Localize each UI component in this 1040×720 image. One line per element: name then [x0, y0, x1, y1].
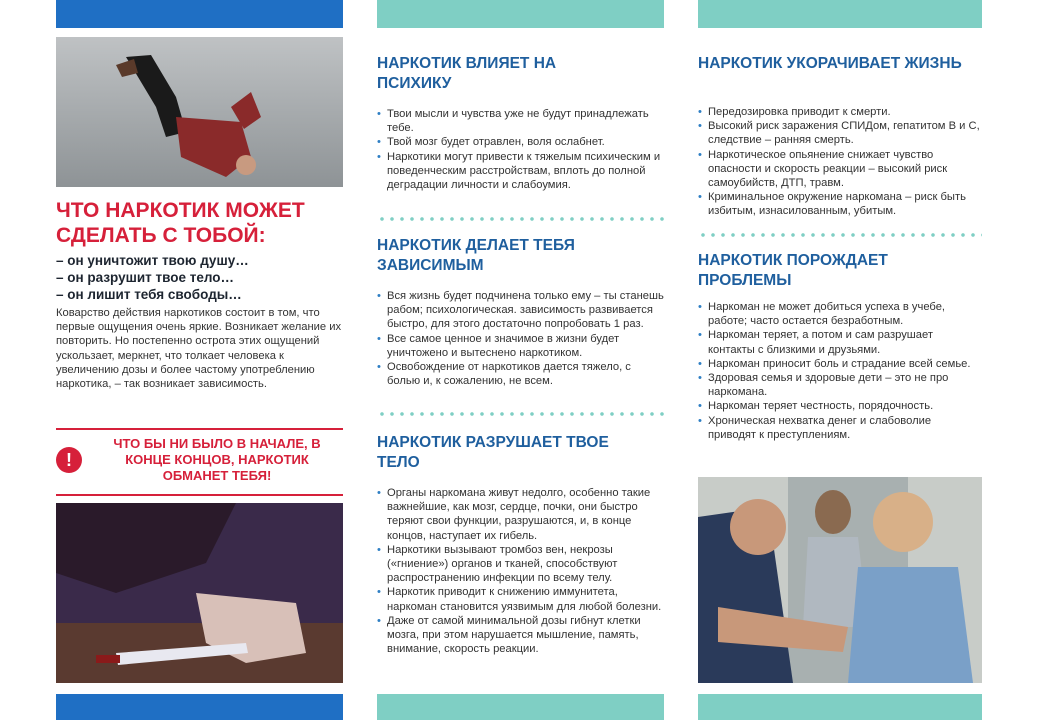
psyche-list — [377, 107, 664, 192]
dependence-list — [377, 289, 664, 388]
warning-rule-top — [56, 428, 343, 430]
list-item: • Криминальное окружение наркомана – риск быть избитым, изнасилованным, убитым. — [698, 190, 982, 218]
list-item: • Наркоман теряет честность, порядочность. — [698, 399, 982, 413]
dash-list — [56, 252, 356, 303]
list-item: • Даже от самой минимальной дозы гибнут клетки мозга, при этом нарушается мышление, память, внимание, скорость реакции. — [377, 614, 664, 657]
list-item: • Наркоман приносит боль и страдание всей семье. — [698, 357, 982, 371]
bottom-bar-left — [56, 694, 343, 720]
body-list — [377, 486, 664, 656]
family-conversation-photo — [698, 477, 982, 683]
list-item: • Наркотики могут привести к тяжелым психическим и поведенческим расстройствам, вплоть до полной деградации личности и слабоумия. — [377, 150, 664, 193]
life-list — [698, 105, 982, 219]
warning-rule-bottom — [56, 494, 343, 496]
falling-man-photo — [56, 37, 343, 187]
bottom-bar-middle — [377, 694, 664, 720]
dotted-divider — [377, 217, 664, 221]
dash-item: – он лишит тебя свободы… — [56, 287, 242, 302]
intro-paragraph: Коварство действия наркотиков состоит в том, что первые ощущения очень яркие. Возникает желание их повторить. Но постепенно острота этих ощущений ускользает, меркнет, что толкает человека к увеличению дозы и более частому употреблению наркотика, – так возникает зависимость. — [56, 307, 342, 391]
list-item: • Здоровая семья и здоровые дети – это не про наркомана. — [698, 371, 982, 399]
top-bar-left — [56, 0, 343, 28]
list-item: • Хроническая нехватка денег и слабоволие приводят к преступлениям. — [698, 414, 982, 442]
syringe-photo — [56, 503, 343, 683]
main-title: ЧТО НАРКОТИК МОЖЕТ СДЕЛАТЬ С ТОБОЙ: — [56, 199, 305, 247]
problems-list — [698, 300, 982, 442]
top-bar-right — [698, 0, 982, 28]
list-item: • Высокий риск заражения СПИДом, гепатитом В и С, следствие – ранняя смерть. — [698, 119, 982, 147]
section-title-problems: НАРКОТИК ПОРОЖДАЕТ ПРОБЛЕМЫ — [698, 252, 888, 289]
list-item: • Твои мысли и чувства уже не будут принадлежать тебе. — [377, 107, 664, 135]
list-item: • Вся жизнь будет подчинена только ему – ты станешь рабом; психологическая. зависимость развивается быстро, для этого достаточно попробовать 1 раз. — [377, 289, 664, 332]
list-item: • Наркотики вызывают тромбоз вен, некрозы («гниение») органов и тканей, способствуют распространению инфекции по всему телу. — [377, 543, 664, 586]
list-item: • Наркотическое опьянение снижает чувство опасности и скорость реакции – высокий риск самоубийств, ДТП, травм. — [698, 148, 982, 191]
bottom-bar-right — [698, 694, 982, 720]
list-item: • Наркотик приводит к снижению иммунитета, наркоман становится уязвимым для любой болезни. — [377, 585, 664, 613]
dotted-divider — [377, 412, 664, 416]
warning-text: ЧТО БЫ НИ БЫЛО В НАЧАЛЕ, В КОНЦЕ КОНЦОВ, НАРКОТИК ОБМАНЕТ ТЕБЯ! — [113, 436, 321, 483]
list-item: • Наркоман не может добиться успеха в учебе, работе; часто остается безработным. — [698, 300, 982, 328]
section-title-life: НАРКОТИК УКОРАЧИВАЕТ ЖИЗНЬ — [698, 55, 962, 72]
exclamation-icon: ! — [56, 447, 82, 473]
dotted-divider — [698, 233, 982, 237]
list-item: • Наркоман теряет, а потом и сам разрушает контакты с близкими и друзьями. — [698, 328, 982, 356]
top-bar-middle — [377, 0, 664, 28]
list-item: • Органы наркомана живут недолго, особенно такие важнейшие, как мозг, сердце, почки, они быстро теряют свои функции, разрушаются, и, в конце концов, наступает их гибель. — [377, 486, 664, 543]
section-title-psyche: НАРКОТИК ВЛИЯЕТ НА ПСИХИКУ — [377, 55, 557, 92]
list-item: • Все самое ценное и значимое в жизни будет уничтожено и вытеснено наркотиком. — [377, 332, 664, 360]
list-item: • Твой мозг будет отравлен, воля ослабнет. — [377, 135, 664, 149]
list-item: • Освобождение от наркотиков дается тяжело, с болью и, к сожалению, не всем. — [377, 360, 664, 388]
section-title-body: НАРКОТИК РАЗРУШАЕТ ТВОЕ ТЕЛО — [377, 434, 609, 471]
list-item: • Передозировка приводит к смерти. — [698, 105, 982, 119]
dash-item: – он разрушит твое тело… — [56, 270, 235, 285]
section-title-dependence: НАРКОТИК ДЕЛАЕТ ТЕБЯ ЗАВИСИМЫМ — [377, 237, 575, 274]
dash-item: – он уничтожит твою душу… — [56, 253, 249, 268]
